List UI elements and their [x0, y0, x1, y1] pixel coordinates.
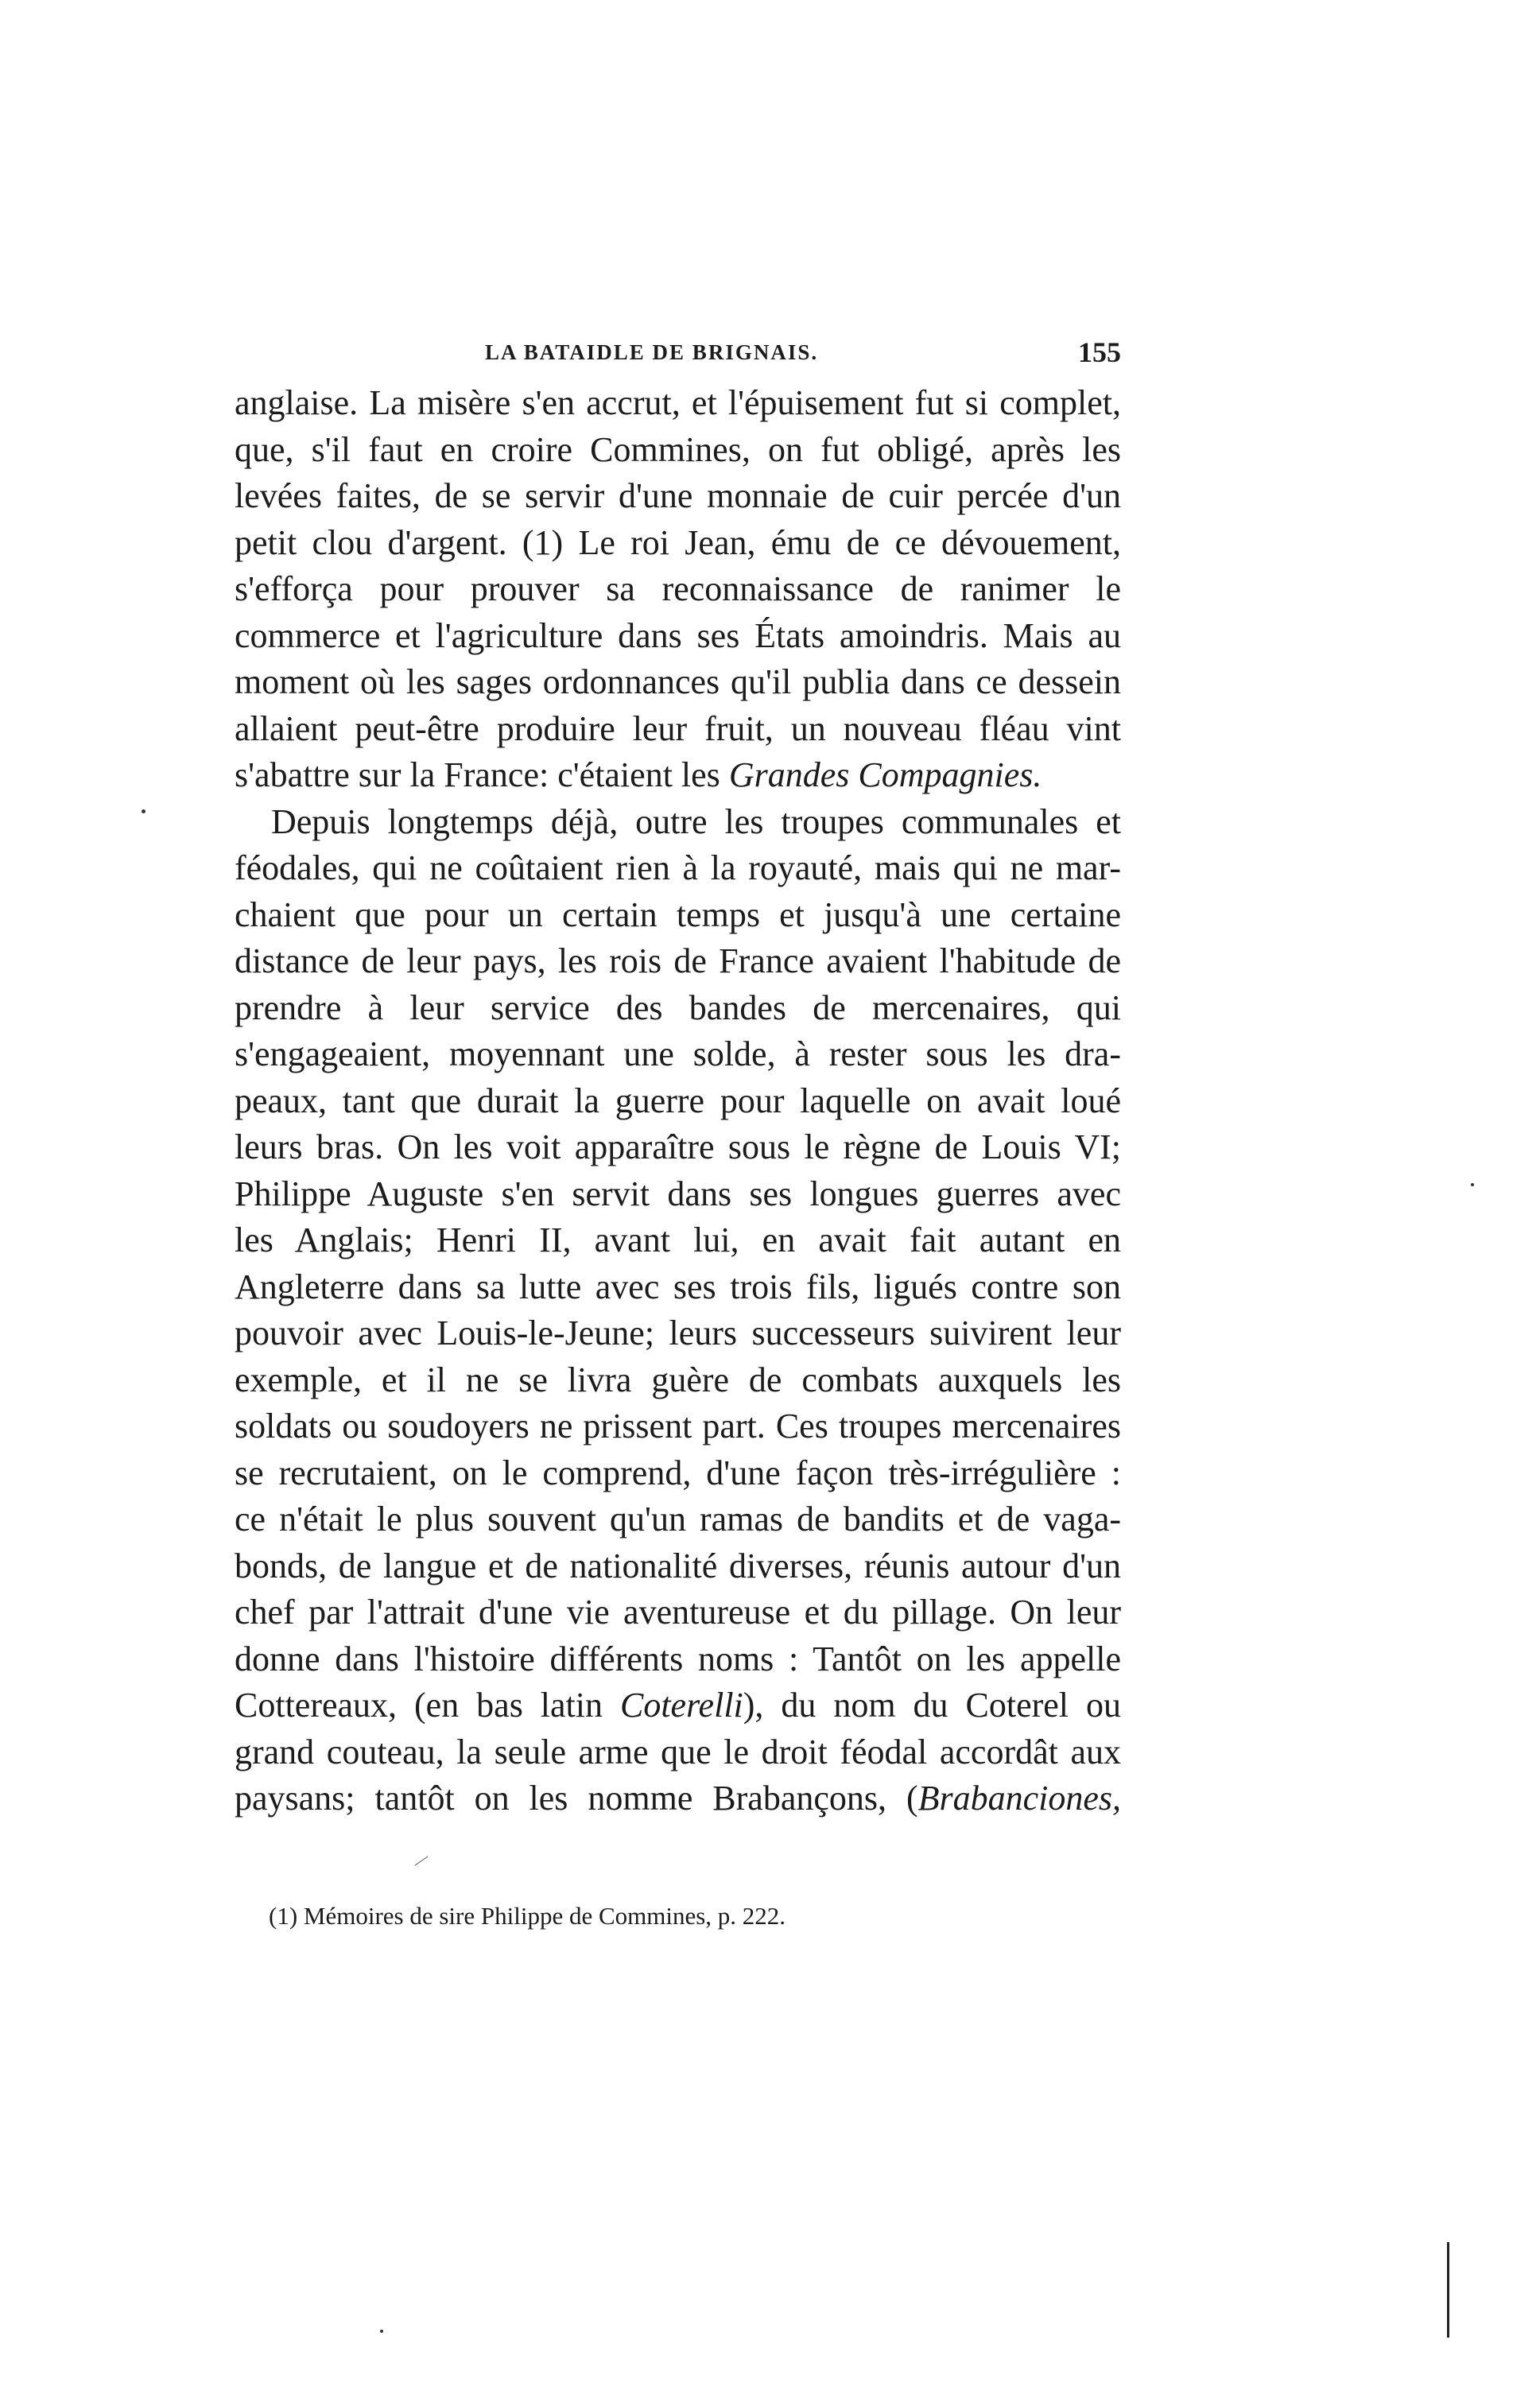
text-line: s'efforça pour prouver sa reconnaissance de ranimer le: [235, 569, 1121, 608]
text-line: prendre à leur service des bandes de mercenaires, qui: [235, 988, 1121, 1027]
text-line: chef par l'attrait d'une vie aventureuse et du pillage. On leur: [235, 1593, 1121, 1632]
text-line: anglaise. La misère s'en accrut, et l'épuisement fut si complet,: [235, 383, 1121, 422]
body-text: [235, 380, 1121, 1822]
text-line: que, s'il faut en croire Commines, on fut obligé, après les: [235, 429, 1121, 469]
margin-speck: [142, 809, 145, 813]
running-head: [235, 336, 1121, 377]
text-run: s'abattre sur la France: c'étaient les: [235, 755, 729, 794]
margin-speck: [1471, 1183, 1474, 1186]
text-line: petit clou d'argent. (1) Le roi Jean, ému de ce dévouement,: [235, 522, 1121, 562]
text-line: [235, 752, 1121, 799]
text-line: grand couteau, la seule arme que le droit féodal accordât aux: [235, 1732, 1121, 1771]
italic-title: Grandes Compagnies.: [728, 755, 1042, 794]
running-title: LA BATAIDLE DE BRIGNAIS.: [485, 340, 819, 364]
text-line: Depuis longtemps déjà, outre les troupes communales et: [271, 801, 1121, 841]
text-line: féodales, qui ne coûtaient rien à la royauté, mais qui ne mar-: [235, 848, 1121, 887]
text-line: les Anglais; Henri II, avant lui, en avait fait autant en: [235, 1220, 1121, 1259]
text-run: Cottereaux, (en bas latin: [235, 1686, 620, 1725]
text-line: Angleterre dans sa lutte avec ses trois fils, ligués contre son: [235, 1267, 1121, 1306]
text-line: exemple, et il ne se livra guère de combats auxquels les: [235, 1360, 1121, 1399]
text-line: leurs bras. On les voit apparaître sous le règne de Louis VI;: [235, 1127, 1121, 1166]
text-run: ), du nom du Coterel ou: [743, 1686, 1121, 1725]
text-line: levées faites, de se servir d'une monnaie de cuir percée d'un: [235, 476, 1121, 515]
text-line: moment où les sages ordonnances qu'il publia dans ce dessein: [235, 662, 1121, 701]
italic-term: Coterelli: [619, 1686, 743, 1725]
footnote: (1) Mémoires de sire Philippe de Commines, p. 222.: [269, 1902, 786, 1930]
text-line: soldats ou soudoyers ne prissent part. Ces troupes mercenaires: [235, 1407, 1121, 1445]
text-line: distance de leur pays, les rois de France avaient l'habitude de: [235, 941, 1121, 980]
text-line: donne dans l'histoire différents noms : Tantôt on les appelle: [235, 1639, 1121, 1678]
text-line: peaux, tant que durait la guerre pour laquelle on avait loué: [235, 1081, 1121, 1120]
text-line: bonds, de langue et de nationalité diverses, réunis autour d'un: [235, 1546, 1121, 1585]
footnote-mark: [415, 1856, 429, 1865]
text-run: paysans; tantôt on les nomme Brabançons, (: [235, 1779, 918, 1818]
text-line: allaient peut-être produire leur fruit, un nouveau fléau vint: [235, 708, 1121, 748]
text-line: Philippe Auguste s'en servit dans ses longues guerres avec: [235, 1174, 1121, 1213]
text-line: pouvoir avec Louis-le-Jeune; leurs successeurs suivirent leur: [235, 1313, 1121, 1352]
text-line: ce n'était le plus souvent qu'un ramas de bandits et de vaga-: [235, 1500, 1121, 1539]
text-line: [235, 1682, 1121, 1729]
text-line: chaient que pour un certain temps et jusqu'à une certaine: [235, 894, 1121, 934]
text-line: s'engageaient, moyennant une solde, à rester sous les dra-: [235, 1034, 1121, 1073]
text-line: [235, 1775, 1121, 1822]
margin-speck: [380, 2330, 383, 2333]
page-number: 155: [1078, 336, 1121, 368]
text-line: se recrutaient, on le comprend, d'une façon très-irrégulière :: [235, 1453, 1121, 1492]
italic-term: Brabanciones,: [917, 1779, 1121, 1818]
text-line: commerce et l'agriculture dans ses États amoindris. Mais au: [235, 615, 1121, 655]
margin-mark: [1447, 2242, 1449, 2338]
